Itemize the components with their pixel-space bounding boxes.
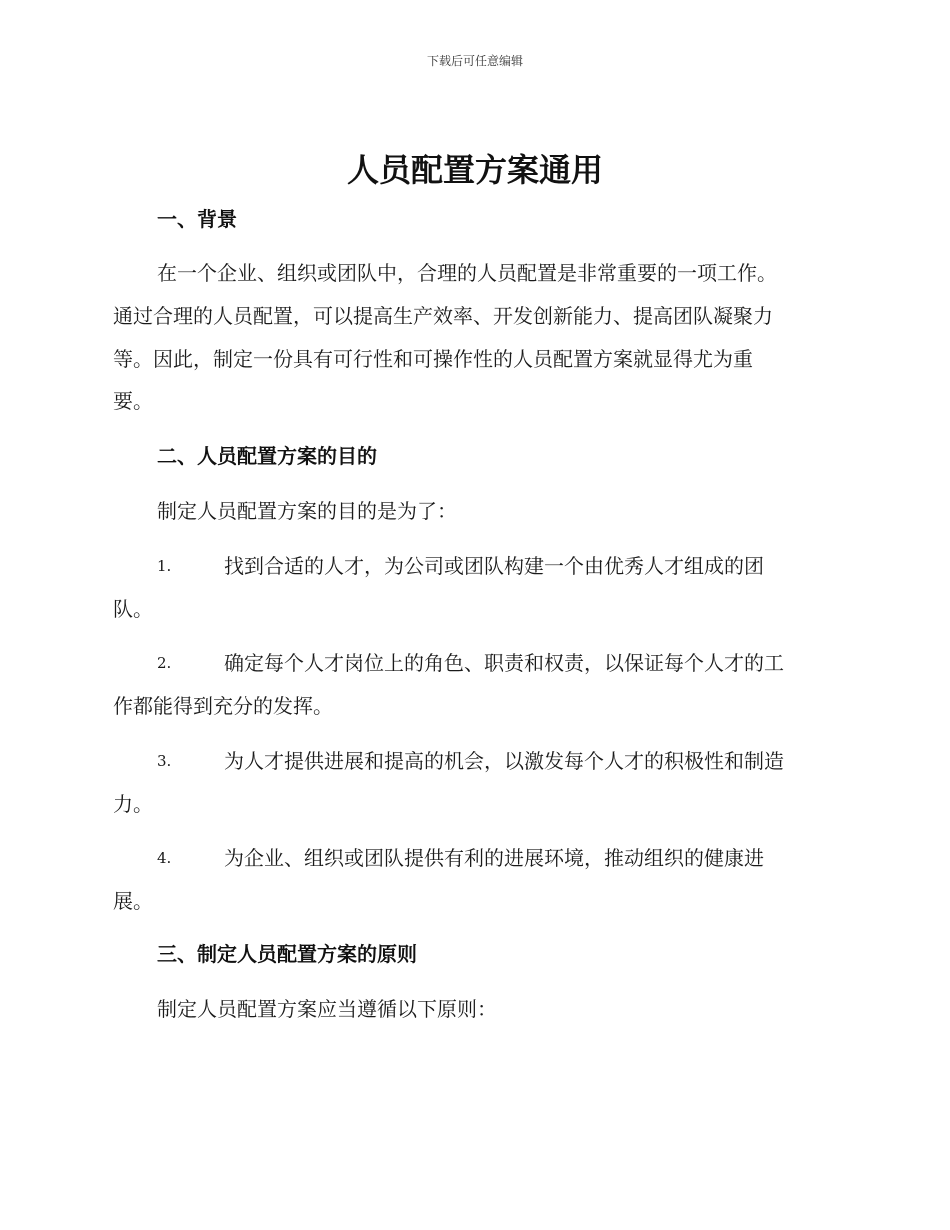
- paragraph-line: 通过合理的人员配置，可以提高生产效率、开发创新能力、提高团队凝聚力: [113, 304, 773, 328]
- section-heading-background: 一、背景: [157, 207, 237, 231]
- document-title: 人员配置方案通用: [346, 151, 603, 189]
- list-number: 2.: [157, 654, 172, 672]
- list-item-text: 为企业、组织或团队提供有利的进展环境，推动组织的健康进: [224, 846, 764, 870]
- list-item-text-continued: 队。: [113, 597, 153, 621]
- section-heading-purpose: 二、人员配置方案的目的: [157, 444, 377, 468]
- paragraph-line: 要。: [113, 389, 153, 413]
- list-item-text-continued: 作都能得到充分的发挥。: [113, 694, 333, 718]
- list-number: 4.: [157, 849, 172, 867]
- list-number: 1.: [157, 557, 172, 575]
- paragraph-line: 在一个企业、组织或团队中，合理的人员配置是非常重要的一项工作。: [157, 261, 777, 285]
- list-item-text-continued: 展。: [113, 889, 153, 913]
- list-item-text: 找到合适的人才，为公司或团队构建一个由优秀人才组成的团: [224, 554, 764, 578]
- paragraph-line: 等。因此，制定一份具有可行性和可操作性的人员配置方案就显得尤为重: [113, 347, 753, 371]
- section-heading-principles: 三、制定人员配置方案的原则: [157, 942, 417, 966]
- list-item-text: 为人才提供进展和提高的机会，以激发每个人才的积极性和制造: [224, 749, 784, 773]
- page-header: 下载后可任意编辑: [426, 54, 523, 68]
- list-item-text: 确定每个人才岗位上的角色、职责和权责，以保证每个人才的工: [224, 651, 784, 675]
- list-item-text-continued: 力。: [113, 792, 153, 816]
- section-intro: 制定人员配置方案的目的是为了：: [157, 499, 457, 523]
- list-number: 3.: [157, 752, 172, 770]
- section-intro: 制定人员配置方案应当遵循以下原则：: [157, 997, 497, 1021]
